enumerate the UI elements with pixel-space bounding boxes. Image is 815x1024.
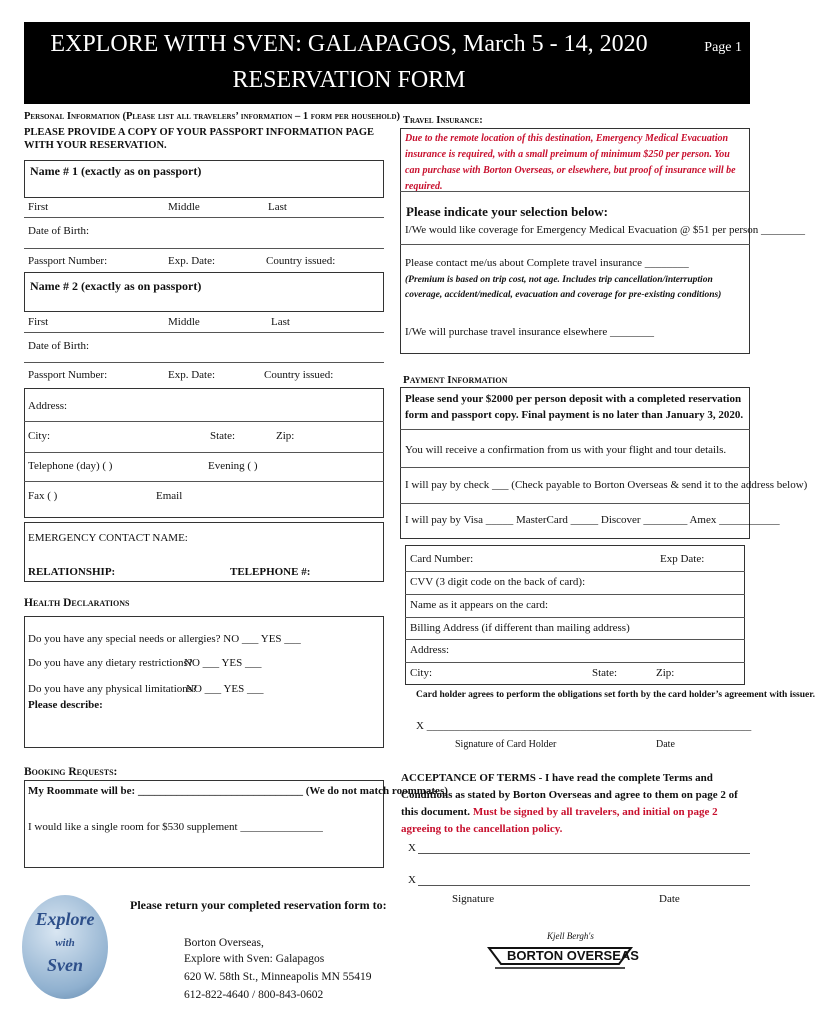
cardholder-signature-line[interactable]: X ___________________________________________________________: [416, 720, 752, 732]
title-line-1: EXPLORE WITH SVEN: GALAPAGOS, March 5 - 14, 2020: [50, 31, 648, 57]
name1-country[interactable]: Country issued:: [266, 255, 336, 267]
divider: [24, 217, 384, 218]
title-line-2: RESERVATION FORM: [232, 67, 466, 93]
city-field[interactable]: City:: [28, 430, 51, 442]
return-address-3: 620 W. 58th St., Minneapolis MN 55419: [184, 971, 372, 983]
zip-field[interactable]: Zip:: [276, 430, 295, 442]
return-address-1: Borton Overseas,: [184, 937, 264, 949]
contact-box: [24, 388, 384, 518]
name2-dob[interactable]: Date of Birth:: [28, 340, 90, 352]
billing-address-label: Billing Address (if different than mailing address): [410, 622, 630, 634]
logo-word-sven: Sven: [47, 955, 83, 975]
card-exp-field[interactable]: Exp Date:: [660, 553, 705, 565]
pay-by-check[interactable]: I will pay by check ___ (Check payable to Borton Overseas & send it to the address below): [405, 479, 808, 491]
return-heading: Please return your completed reservation form to:: [130, 898, 387, 912]
payment-heading: Payment Information: [403, 374, 508, 386]
health-q1[interactable]: Do you have any special needs or allergies? NO ___ YES ___: [28, 633, 301, 645]
fax-field[interactable]: Fax ( ): [28, 490, 58, 502]
divider: [24, 452, 384, 453]
cardholder-date-label: Date: [656, 739, 675, 750]
name2-last[interactable]: Last: [271, 316, 290, 328]
billing-address-field[interactable]: Address:: [410, 644, 450, 656]
divider: [405, 594, 745, 595]
divider: [400, 429, 750, 430]
divider: [405, 662, 745, 663]
health-q2: Do you have any dietary restrictions?: [28, 657, 193, 669]
return-address-2: Explore with Sven: Galapagos: [184, 953, 325, 965]
return-address-4: 612-822-4640 / 800-843-0602: [184, 989, 324, 1001]
name2-country[interactable]: Country issued:: [264, 369, 334, 381]
acceptance-x2: X: [408, 874, 416, 886]
pay-by-card[interactable]: I will pay by Visa _____ MasterCard _____ Discover ________ Amex ___________: [405, 514, 780, 526]
name2-passport[interactable]: Passport Number:: [28, 369, 108, 381]
divider: [24, 421, 384, 422]
evening-field[interactable]: Evening ( ): [208, 460, 258, 472]
billing-zip-field[interactable]: Zip:: [656, 667, 675, 679]
name2-label: Name # 2 (exactly as on passport): [30, 279, 202, 293]
borton-overseas-logo: [485, 930, 639, 974]
divider: [24, 362, 384, 363]
insurance-option-complete[interactable]: Please contact me/us about Complete travel insurance ________: [405, 257, 689, 269]
health-q3: Do you have any physical limitations?: [28, 683, 197, 695]
name1-dob[interactable]: Date of Birth:: [28, 225, 90, 237]
divider: [400, 467, 750, 468]
insurance-note: Due to the remote location of this destination, Emergency Medical Evacuation insurance is required, with a small preimum of minimum $250 per person. You can purchase with Borton Overseas, or elsewhere, but proof of insurance will be required.: [405, 133, 736, 192]
name2-middle[interactable]: Middle: [168, 316, 200, 328]
acceptance-terms: ACCEPTANCE OF TERMS - I have read the complete Terms and Conditions as stated by Borton Overseas and agree to them on page 2 of this document.: [401, 772, 738, 818]
health-q3-answer[interactable]: NO ___ YES ___: [186, 683, 264, 695]
passport-note: PLEASE PROVIDE A COPY OF YOUR PASSPORT INFORMATION PAGE WITH YOUR RESERVATION.: [24, 127, 375, 151]
deposit-text: Please send your $2000 per person deposit with a completed reservation form and passport copy. Final payment is no later than January 3, 2020.: [405, 393, 744, 421]
name2-exp[interactable]: Exp. Date:: [168, 369, 216, 381]
borton-brand-text: BORTON OVERSEAS: [507, 948, 639, 963]
acceptance-text: [401, 770, 753, 838]
name1-exp[interactable]: Exp. Date:: [168, 255, 216, 267]
cvv-field[interactable]: CVV (3 digit code on the back of card):: [410, 576, 586, 588]
emergency-contact-field[interactable]: EMERGENCY CONTACT NAME:: [28, 532, 188, 544]
header-banner: [24, 22, 750, 104]
divider: [405, 617, 745, 618]
relationship-field[interactable]: RELATIONSHIP:: [28, 566, 116, 578]
divider: [24, 481, 384, 482]
divider: [400, 503, 750, 504]
logo-word-explore: Explore: [35, 909, 95, 929]
health-heading: Health Declarations: [24, 597, 130, 609]
acceptance-signature-label: Signature: [452, 893, 495, 905]
cardholder-signature-label: Signature of Card Holder: [455, 739, 557, 750]
name1-label: Name # 1 (exactly as on passport): [30, 164, 202, 178]
signature-line-2[interactable]: [418, 885, 750, 886]
logo-word-with: with: [55, 937, 75, 949]
card-details-box: [405, 545, 745, 685]
divider: [400, 244, 750, 245]
acceptance-warning: Must be signed by all travelers, and initial on page 2 agreeing to the cancellation policy.: [401, 806, 718, 835]
billing-city-field[interactable]: City:: [410, 667, 433, 679]
divider: [400, 191, 750, 192]
signature-line-1[interactable]: [418, 853, 750, 854]
email-field[interactable]: Email: [156, 490, 183, 502]
name1-first[interactable]: First: [28, 201, 49, 213]
divider: [24, 248, 384, 249]
acceptance-x1: X: [408, 842, 416, 854]
telephone-field[interactable]: TELEPHONE #:: [230, 566, 311, 578]
state-field[interactable]: State:: [210, 430, 236, 442]
address-field[interactable]: Address:: [28, 400, 68, 412]
booking-heading: Booking Requests:: [24, 766, 118, 778]
card-name-field[interactable]: Name as it appears on the card:: [410, 599, 549, 611]
insurance-heading: Travel Insurance:: [403, 115, 483, 126]
selection-heading: Please indicate your selection below:: [406, 204, 608, 219]
name2-first[interactable]: First: [28, 316, 49, 328]
health-describe[interactable]: Please describe:: [28, 699, 103, 711]
personal-info-heading: Personal Information (Please list all travelers’ information – 1 form per household): [24, 111, 400, 122]
name1-passport[interactable]: Passport Number:: [28, 255, 108, 267]
name1-last[interactable]: Last: [268, 201, 287, 213]
borton-small-text: Kjell Bergh's: [547, 931, 594, 941]
divider: [405, 639, 745, 640]
insurance-option-evac[interactable]: I/We would like coverage for Emergency Medical Evacuation @ $51 per person ________: [405, 224, 806, 236]
insurance-option-elsewhere[interactable]: I/We will purchase travel insurance elsewhere ________: [405, 326, 654, 338]
health-q2-answer[interactable]: NO ___ YES ___: [184, 657, 262, 669]
insurance-option-complete-note: (Premium is based on trip cost, not age. Includes trip cancellation/interruption coverage, accident/medical, evacuation and coverage for pre-existing conditions): [405, 275, 722, 300]
card-number-field[interactable]: Card Number:: [410, 553, 474, 565]
telephone-day-field[interactable]: Telephone (day) ( ): [28, 460, 113, 472]
page-number: Page 1: [704, 40, 742, 55]
divider: [24, 332, 384, 333]
name1-middle[interactable]: Middle: [168, 201, 200, 213]
divider: [405, 571, 745, 572]
confirmation-text: You will receive a confirmation from us with your flight and tour details.: [405, 444, 727, 456]
billing-state-field[interactable]: State:: [592, 667, 618, 679]
roommate-field[interactable]: My Roommate will be: ______________________________ (We do not match roommates): [28, 785, 448, 797]
cardholder-agreement: Card holder agrees to perform the obligations set forth by the card holder’s agreement with issuer.: [416, 690, 815, 700]
acceptance-date-label: Date: [659, 893, 680, 905]
single-room-field[interactable]: I would like a single room for $530 supplement _______________: [28, 821, 323, 833]
explore-with-sven-logo: [22, 895, 108, 999]
